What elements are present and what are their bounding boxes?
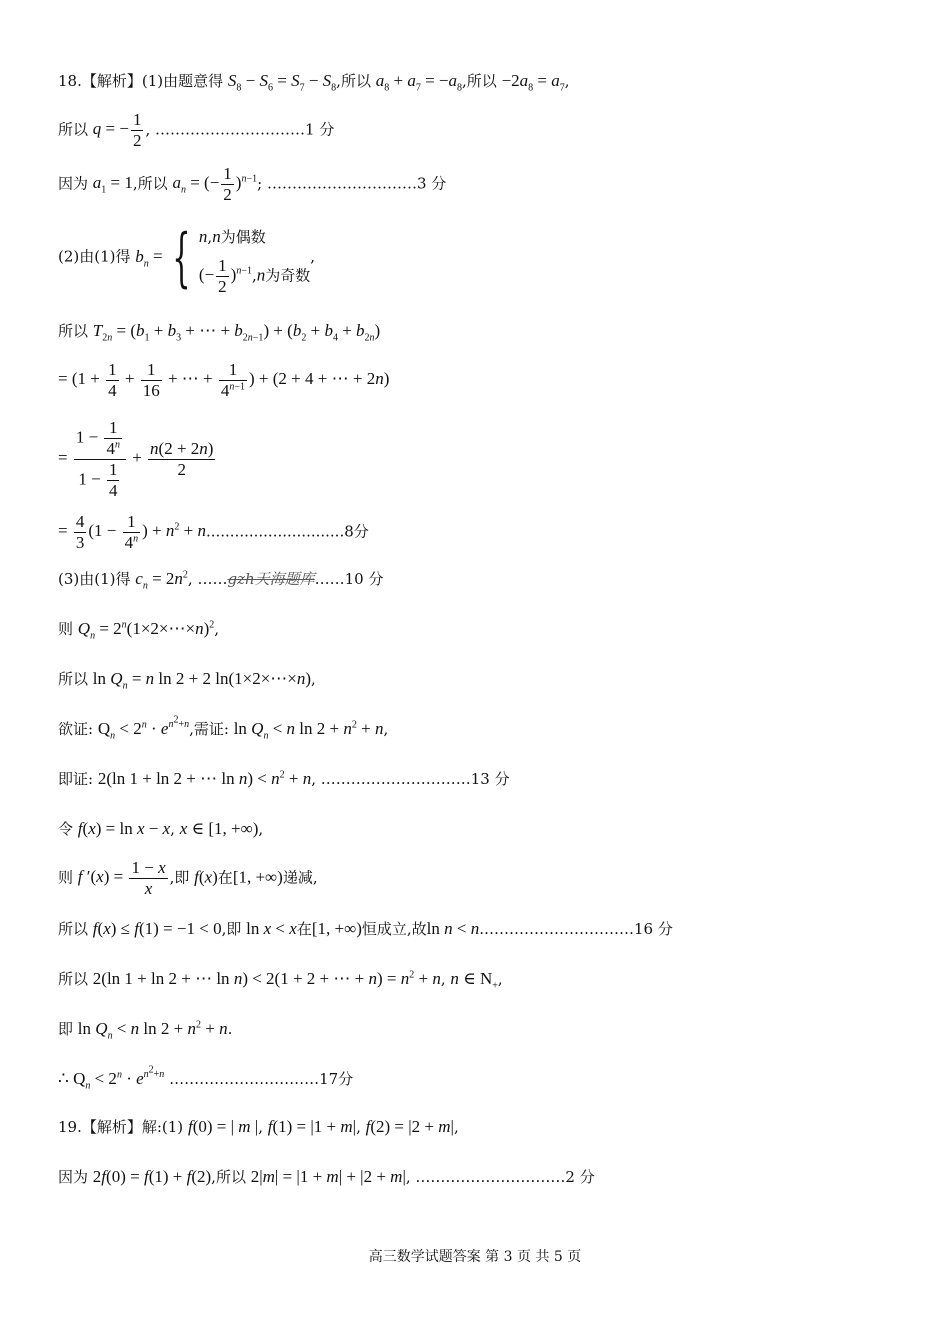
formula: $b_n$ = bbox=[135, 246, 163, 269]
line-q-value: 所以 q = − $\frac{1}{2}$ , …………………………1 分 bbox=[58, 110, 335, 150]
formula: f ′(x) = $\frac{1 - x}{x}$ bbox=[77, 858, 166, 898]
line-qn: 则 $Q_n$ = $2^n(1\times 2\times\cdots\times n)^2$, bbox=[58, 619, 220, 642]
line-18-intro: 18.【解析】(1)由题意得 $S_8 - S_6 = S_7 - S_8$,所以 $a_8 + a_7 = -a_8$,所以 $-2a_8 = a_7$, bbox=[58, 71, 570, 94]
cases: n,n为偶数 (− $\frac{1}{2}$ )$^{n-1}$,n为奇数 bbox=[198, 227, 311, 296]
formula: $\ln Q_n < n$ $\ln 2 + n^2 + n$ bbox=[233, 719, 384, 742]
line-equivalent: 即证: 2(ln 1 + ln 2 + ⋯ $\ln n) < n^2 + n$, …………………………13 分 bbox=[58, 769, 510, 788]
formula: $c_n = 2n^2$ bbox=[135, 569, 188, 592]
formula: $T_{2n} = (b_1 + b_3$ + ⋯ + $b_{2n-1}) + (b_2 + b_4 + b_{2n})$ bbox=[92, 321, 381, 344]
line-19-condition: 因为 2f(0) = f(1) + f(2),所以 2|m| = |1 + m| + |2 + m|, …………………………2 分 bbox=[58, 1167, 595, 1186]
formula: f(0) = | m | bbox=[187, 1117, 259, 1136]
score: 3 分 bbox=[416, 174, 447, 193]
line-19-intro: 19.【解析】解:(1) f(0) = | m |, f(1) = |1 + m|, f(2) = |2 + m|, bbox=[58, 1117, 459, 1136]
formula: $a_n$ = (− $\frac{1}{2}$ )$^{n-1}$ bbox=[172, 164, 258, 204]
formula: f(2) = |2 + m| bbox=[365, 1117, 454, 1136]
formula: $Q_n$ = $2^n(1\times 2\times\cdots\times n)^2$ bbox=[77, 619, 215, 642]
formula: [1, +∞) bbox=[311, 919, 362, 938]
watermark: gzh天海题库 bbox=[227, 570, 315, 588]
line-sum-result: = $\frac{4}{3}$ (1 − $\frac{1}{4^n}$ ) + $n^2 + n.............................8$分 bbox=[58, 512, 369, 552]
formula: q = − $\frac{1}{2}$ bbox=[92, 110, 142, 150]
score: 1 分 bbox=[305, 120, 335, 139]
page-footer: 高三数学试题答案 第 3 页 共 5 页 bbox=[368, 1249, 582, 1265]
line-derivative: 则 f ′(x) = $\frac{1 - x}{x}$ ,即 f(x)在[1, +∞)递减, bbox=[58, 858, 318, 898]
line-sum-inequality: 所以 2(ln 1 + ln 2 + ⋯ ln n) < 2(1 + 2 + ⋯ + $n) = n^2 + n$, n ∈ $N_+$, bbox=[58, 969, 503, 992]
line-define-f: 令 f(x) = ln x − x, x ∈ [1, +∞), bbox=[58, 819, 264, 838]
formula: 2(ln 1 + ln 2 + ⋯ ln n) < 2(1 + 2 + ⋯ + $n) = n^2 + n$ bbox=[92, 969, 441, 988]
formula: 2f(0) = f(1) + f(2) bbox=[92, 1167, 212, 1186]
formula: ∴ $Q_n < 2^n \cdot e^{n^2+n}$ bbox=[58, 1065, 165, 1092]
formula: f(x) ≤ f(1) = −1 < 0 bbox=[92, 919, 222, 938]
line-cn: (3)由(1)得 $c_n = 2n^2$, ……gzh天海题库……10 分 bbox=[58, 569, 384, 592]
formula: $S_8 - S_6 = S_7 - S_8$ bbox=[227, 71, 337, 94]
score: 13 分 bbox=[470, 770, 510, 788]
formula: [1, +∞) bbox=[232, 867, 283, 887]
line-inequality: 所以 f(x) ≤ f(1) = −1 < 0,即 ln x < x在[1, +∞)恒成立,故ln n < n.…………………………16 分 bbox=[58, 919, 673, 938]
formula: = $\frac{4}{3}$ (1 − $\frac{1}{4^n}$ ) + $n^2 + n$ bbox=[58, 512, 206, 552]
formula: 2|m| = |1 + m| + |2 + m| bbox=[250, 1167, 406, 1186]
formula: 2(ln 1 + ln 2 + ⋯ $\ln n) < n^2 + n$ bbox=[97, 769, 312, 788]
line-an: 因为 $a_1 = 1$,所以 $a_n$ = (− $\frac{1}{2}$ )$^{n-1}$; …………………………3 分 bbox=[58, 164, 447, 204]
formula: ln x < x bbox=[246, 919, 297, 938]
line-to-prove: 欲证: $Q_n < 2^n \cdot e^{n^2+n}$,需证: $\ln Q_n < n$ $\ln 2 + n^2 + n$, bbox=[58, 715, 389, 742]
formula: $Q_n < 2^n \cdot e^{n^2+n}$ bbox=[97, 715, 190, 742]
score: 8分 bbox=[344, 522, 369, 541]
line-bn-cases: (2)由(1)得 $b_n$ = { n,n为偶数 (− $\frac{1}{2}$ )$^{n-1}$,n为奇数 , bbox=[58, 218, 315, 297]
formula: f(x) = ln x − x bbox=[77, 819, 171, 838]
formula: n ∈ $N_+$ bbox=[450, 969, 498, 992]
formula: $\ln Q_n < n$ $\ln 2 + n^2 + n$ bbox=[77, 1019, 228, 1042]
line-ln-qn: 所以 $\ln Q_n = n$ ln 2 + 2 ln(1×2×⋯×n), bbox=[58, 669, 316, 692]
score: 16 分 bbox=[634, 920, 673, 938]
formula: x ∈ [1, +∞) bbox=[179, 819, 259, 838]
score: 10 分 bbox=[344, 570, 384, 588]
line-conclusion-ln: 即 $\ln Q_n < n$ $\ln 2 + n^2 + n$. bbox=[58, 1019, 233, 1042]
formula: = (1 + $\frac{1}{4}$ + $\frac{1}{16}$ + ⋯ + $\frac{1}{4^{n-1}}$ ) + (2 + 4 + ⋯ + 2n) bbox=[58, 360, 390, 400]
line-sum-expansion bbox=[58, 360, 389, 401]
formula: f(1) = |1 + m| bbox=[267, 1117, 357, 1136]
line-t2n: 所以 $T_{2n} = (b_1 + b_3$ + ⋯ + $b_{2n-1}) + (b_2 + b_4 + b_{2n})$ bbox=[58, 321, 381, 344]
formula: $a_1 = 1$ bbox=[92, 173, 133, 196]
score: 17分 bbox=[319, 1070, 354, 1088]
formula: $\ln Q_n = n$ ln 2 + 2 ln(1×2×⋯×n) bbox=[92, 669, 312, 692]
formula: $a_8 + a_7 = -a_8$ bbox=[375, 71, 463, 94]
line-sum-formula bbox=[58, 418, 217, 501]
line-final: ∴ $Q_n < 2^n \cdot e^{n^2+n}$ …………………………17分 bbox=[58, 1065, 354, 1092]
formula: f(x) bbox=[194, 867, 218, 887]
formula: $-2a_8 = a_7$ bbox=[501, 71, 565, 94]
formula: = 1 − $\frac{1}{4^n}$ 1 − $\frac{1}{4}$ + $\frac{n(2 + 2n)}{2}$ bbox=[58, 418, 214, 500]
formula: ln n < n bbox=[426, 919, 480, 938]
brace: { bbox=[172, 220, 191, 295]
score: 2 分 bbox=[565, 1168, 595, 1186]
